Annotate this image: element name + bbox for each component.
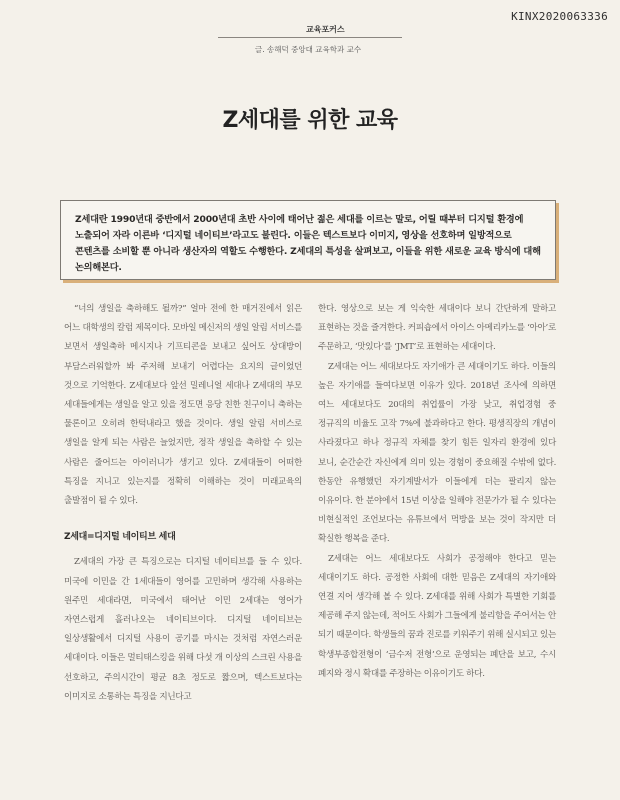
header-divider: [218, 37, 402, 38]
article-title: Z세대를 위한 교육: [222, 108, 398, 133]
section-label: 교육포커스: [306, 25, 345, 34]
right-column: [318, 300, 556, 684]
abstract-box: [60, 200, 556, 280]
body-paragraph: Z세대의 가장 큰 특징으로는 디지털 네이티브를 들 수 있다. 미국에 이민을 간 1세대들이 영어를 고민하며 생각해 사용하는 원주민 세대라면, 미국에서 태어난 이민 2세대는 영어가 자연스럽게 흘러나오는 네이티브이다. 디지털 네이티브는 일상생활에서 디지털 사용이 공기를 마시는 것처럼 자연스러운 세대이다. 이들은 멀티태스킹을 위해 다섯 개 이상의 스크린 사용을 선호하고, 주의시간이 평균 8초 정도로 짧으며, 텍스트보다는 이미지로 소통하는 특징을 지닌다고: [64, 557, 302, 702]
document-id: KINX2020063336: [511, 10, 608, 23]
body-paragraph: Z세대는 어느 세대보다도 사회가 공정해야 한다고 믿는 세대이기도 하다. 공정한 사회에 대한 믿음은 Z세대의 자기애와 연결 지어 생각해 볼 수 있다. Z세대를 위해 사회가 특별한 기회를 제공해 주지 않는데, 적어도 사회가 그들에게 불리함을 주어서는 안 되기 때문이다. 학생들의 꿈과 진로를 키워주기 위해 실시되고 있는 학생부종합전형이 ‘금수저 전형’으로 운영되는 폐단을 보고, 수시 폐지와 정시 확대를 주장하는 이유이기도 하다.: [318, 553, 556, 679]
left-column: [64, 300, 302, 707]
body-paragraph: 한다. 영상으로 보는 게 익숙한 세대이다 보니 간단하게 말하고 표현하는 것을 즐겨한다. 커피숍에서 아이스 아메리카노를 ‘아아’로 주문하고, ‘맛있다’를 ‘JMT’로 표현하는 세대이다.: [318, 304, 556, 353]
body-paragraph: Z세대는 어느 세대보다도 자기애가 큰 세대이기도 하다. 이들의 높은 자기애를 들여다보면 이유가 있다. 2018년 조사에 의하면 여느 세대보다도 20대의 취업률이 가장 낮고, 취업경험 중 정규직의 비율도 고작 7%에 불과하다고 한다. 평생직장의 개념이 사라졌다고 하나 정규직 자체를 찾기 힘든 일자리 환경에 있다 보니, 순간순간 자신에게 의미 있는 경험이 중요해질 수밖에 없다. 한동안 유행했던 자기계발서가 이들에게 더는 팔리지 않는 이유이다. 한 분야에서 15년 이상을 일해야 전문가가 될 수 있다는 비현실적인 조언보다는 유튜브에서 먹방을 보는 것이 작지만 더 확실한 행복을 준다.: [318, 361, 556, 545]
section-subheading: Z세대=디지털 네이티브 세대: [64, 532, 176, 543]
byline: 글. 송해덕 중앙대 교육학과 교수: [255, 45, 362, 54]
body-paragraph: “너의 생일을 축하해도 될까?” 얼마 전에 한 매거진에서 읽은 어느 대학생의 칼럼 제목이다. 모바일 메신저의 생일 알림 서비스를 보면서 생일축하 메시지나 기프티콘을 보내고 싶어도 상대방이 부담스러워할까 봐 주저해 보내기 어렵다는 요지의 글이었던 것으로 기억한다. Z세대보다 앞선 밀레니얼 세대나 Z세대의 부모 세대들에게는 생일을 알고 있을 정도면 응당 친한 친구이니 축하는 물론이고 오히려 한턱내라고 했을 것이다. 생일 알림 서비스로 생일을 알게 되는 사람은 늘었지만, 정작 생일을 축하할 수 있는 사람은 줄어드는 아이러니가 생기고 있다. Z세대들이 어떠한 특징을 지니고 있는지를 정확히 이해하는 것이 미래교육의 출발점이 될 수 있다.: [64, 304, 302, 507]
abstract-text: Z세대란 1990년대 중반에서 2000년대 초반 사이에 태어난 젊은 세대를 이르는 말로, 어릴 때부터 디지털 환경에 노출되어 자라 이른바 ‘디지털 네이티브’라고도 불린다. 이들은 텍스트보다 이미지, 영상을 선호하며 일방적으로 콘텐츠를 소비할 뿐 아니라 생산자의 역할도 수행한다. Z세대의 특성을 살펴보고, 이들을 위한 새로운 교육 방식에 대해 논의해본다.: [75, 214, 541, 273]
